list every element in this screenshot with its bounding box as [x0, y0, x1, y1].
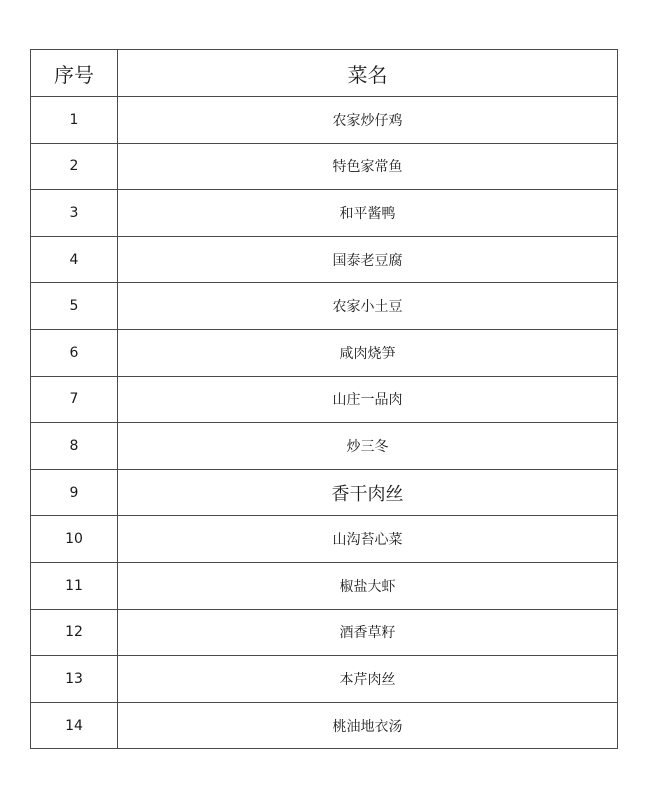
dish-name: 香干肉丝 [118, 469, 618, 516]
table-row [31, 562, 618, 609]
table-row [31, 516, 618, 563]
row-number: 14 [31, 702, 118, 749]
dish-name: 桃油地衣汤 [118, 702, 618, 749]
dish-name: 咸肉烧笋 [118, 329, 618, 376]
table-header-row [31, 50, 618, 97]
dish-name: 和平酱鸭 [118, 190, 618, 237]
table-row [31, 423, 618, 470]
dish-name: 炒三冬 [118, 423, 618, 470]
row-number: 4 [31, 236, 118, 283]
row-number: 12 [31, 609, 118, 656]
row-number: 2 [31, 143, 118, 190]
row-number: 7 [31, 376, 118, 423]
table-row [31, 469, 618, 516]
header-number: 序号 [31, 50, 118, 97]
dish-name: 农家小土豆 [118, 283, 618, 330]
table-row [31, 376, 618, 423]
row-number: 1 [31, 97, 118, 144]
table-row [31, 143, 618, 190]
table-row [31, 97, 618, 144]
dish-name: 椒盐大虾 [118, 562, 618, 609]
row-number: 6 [31, 329, 118, 376]
table-row [31, 609, 618, 656]
dish-name: 酒香草籽 [118, 609, 618, 656]
dish-name: 山沟苔心菜 [118, 516, 618, 563]
row-number: 9 [31, 469, 118, 516]
table-row [31, 190, 618, 237]
table-row [31, 236, 618, 283]
row-number: 3 [31, 190, 118, 237]
row-number: 10 [31, 516, 118, 563]
dish-name: 农家炒仔鸡 [118, 97, 618, 144]
table-row [31, 329, 618, 376]
row-number: 8 [31, 423, 118, 470]
table-row [31, 283, 618, 330]
row-number: 13 [31, 656, 118, 703]
dish-name: 山庄一品肉 [118, 376, 618, 423]
row-number: 11 [31, 562, 118, 609]
dish-name: 特色家常鱼 [118, 143, 618, 190]
table-row [31, 702, 618, 749]
dish-menu-table [30, 49, 618, 749]
dish-name: 本芹肉丝 [118, 656, 618, 703]
row-number: 5 [31, 283, 118, 330]
dish-name: 国泰老豆腐 [118, 236, 618, 283]
table-row [31, 656, 618, 703]
header-dish: 菜名 [118, 50, 618, 97]
